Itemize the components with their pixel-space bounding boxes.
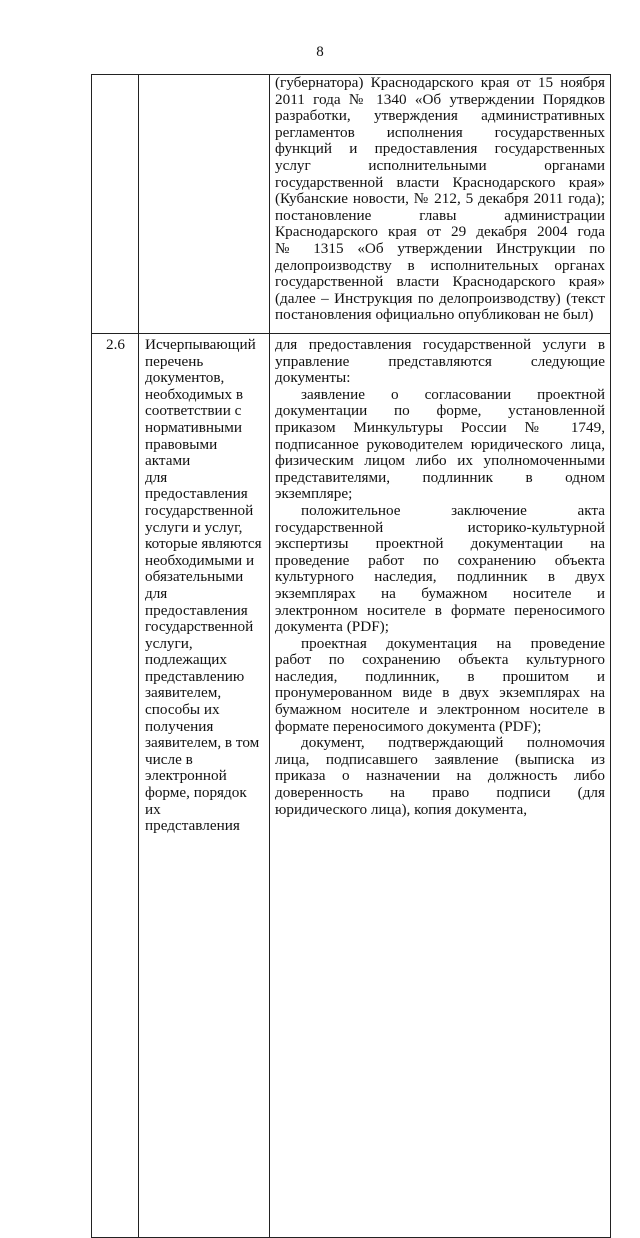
title-line: государственной: [145, 618, 254, 636]
title-line: услуги,: [145, 634, 193, 652]
title-line: необходимых в: [145, 385, 244, 403]
document-paragraph: [275, 387, 605, 503]
text-line: документации по форме, установленной: [275, 402, 605, 420]
text-line: подписанное руководителем юридического лица,: [275, 435, 605, 453]
title-line: электронной: [145, 767, 227, 785]
row-name-cell: [139, 334, 270, 1238]
text-line: (далее – Инструкция по делопроизводству) (текст: [275, 289, 605, 307]
text-line: электронном носителе в формате переносимого: [275, 601, 605, 619]
title-line: государственной: [145, 501, 254, 519]
title-line: для: [145, 584, 168, 602]
text-line: заявление о согласовании проектной: [301, 385, 605, 403]
text-line: государственной власти Краснодарского края»: [275, 173, 605, 191]
content-continuation: [275, 75, 605, 324]
document-paragraph: [275, 337, 605, 387]
title-line: заявителем,: [145, 684, 222, 702]
title-line: получения: [145, 717, 214, 735]
text-line: делопроизводству в исполнительных органах: [275, 256, 605, 274]
text-line: управление представляются следующие: [275, 352, 605, 370]
text-line: услуг исполнительными органами: [275, 156, 605, 174]
row-number-cell: 2.6: [92, 334, 139, 1238]
text-line: экземпляре;: [275, 485, 353, 503]
text-line: государственной историко-культурной: [275, 518, 605, 536]
text-line: разработки, утверждения административных: [275, 107, 605, 125]
text-line: документ, подтверждающий полномочия: [301, 734, 605, 752]
row-content-cell: [270, 75, 611, 334]
text-line: лица, подписавшего заявление (выписка из: [275, 750, 605, 768]
text-line: постановление главы администрации: [275, 206, 605, 224]
text-line: документы:: [275, 369, 351, 387]
title-line: представлению: [145, 667, 245, 685]
text-line: документа (PDF);: [275, 618, 389, 636]
documents-list: [275, 337, 605, 818]
text-line: (губернатора) Краснодарского края от 15 ноября: [275, 74, 605, 91]
title-line: представления: [145, 817, 240, 835]
text-line: функций и предоставления государственных: [275, 140, 605, 158]
title-line: способы их: [145, 701, 220, 719]
title-line: форме, порядок их: [145, 784, 247, 818]
table-row: [92, 334, 611, 1238]
text-line: Краснодарского края от 29 декабря 2004 года: [275, 223, 605, 241]
text-line: культурного наследия, подлинник в двух: [275, 568, 605, 586]
text-line: приказа о назначении на должность либо: [275, 767, 605, 785]
row-content-cell: [270, 334, 611, 1238]
title-line: нормативными: [145, 418, 242, 436]
regulation-table: [91, 74, 611, 1238]
requirement-title: [145, 337, 264, 835]
text-line: постановления официально опубликован не был): [275, 306, 594, 324]
title-line: Исчерпывающий: [145, 336, 256, 353]
title-line: числе в: [145, 750, 193, 768]
text-line: доверенность на право подписи (для: [275, 784, 605, 802]
text-line: бумажном носителе и электронном носителе в: [275, 701, 605, 719]
text-line: проектная документация на проведение: [301, 634, 605, 652]
title-line: предоставления: [145, 485, 248, 503]
document-paragraph: [275, 735, 605, 818]
text-line: экспертизы проектной документации на: [275, 535, 605, 553]
text-line: 2011 года № 1340 «Об утверждении Порядков: [275, 90, 605, 108]
table-row: [92, 75, 611, 334]
document-paragraph: [275, 503, 605, 636]
title-line: подлежащих: [145, 651, 227, 669]
title-line: необходимыми и: [145, 551, 255, 569]
title-line: правовыми актами: [145, 435, 218, 470]
text-line: для предоставления государственной услуги в: [275, 336, 605, 353]
title-line: документов,: [145, 369, 225, 387]
row-number-cell: [92, 75, 139, 334]
title-line: предоставления: [145, 601, 248, 619]
text-line: представителями, подлинник в одном: [275, 468, 605, 486]
text-line: регламентов исполнения государственных: [275, 123, 605, 141]
title-line: для: [145, 468, 168, 486]
text-line: государственной власти Краснодарского края»: [275, 273, 605, 291]
row-name-cell: [139, 75, 270, 334]
title-line: которые являются: [145, 535, 262, 553]
text-line: № 1315 «Об утверждении Инструкции по: [275, 239, 605, 257]
document-paragraph: [275, 636, 605, 736]
title-line: соответствии с: [145, 402, 242, 420]
text-line: работ по сохранению объекта культурного: [275, 651, 605, 669]
title-line: заявителем, в том: [145, 734, 260, 752]
text-line: (Кубанские новости, № 212, 5 декабря 2011 года);: [275, 190, 605, 208]
text-line: положительное заключение акта: [301, 501, 605, 519]
title-line: обязательными: [145, 568, 244, 586]
text-line: физическим лицом либо их уполномоченными: [275, 452, 605, 470]
text-line: экземплярах на бумажном носителе и: [275, 584, 605, 602]
page-number: 8: [316, 44, 324, 60]
text-line: пронумерованном виде в двух экземплярах на: [275, 684, 605, 702]
title-line: услуги и услуг,: [145, 518, 243, 536]
text-line: наследия, подлинник, в прошитом и: [275, 667, 605, 685]
text-line: проведение работ по сохранению объекта: [275, 551, 605, 569]
text-line: юридического лица), копия документа,: [275, 800, 528, 818]
text-line: формате переносимого документа (PDF);: [275, 717, 542, 735]
title-line: перечень: [145, 352, 204, 370]
text-line: приказом Минкультуры России № 1749,: [275, 418, 605, 436]
